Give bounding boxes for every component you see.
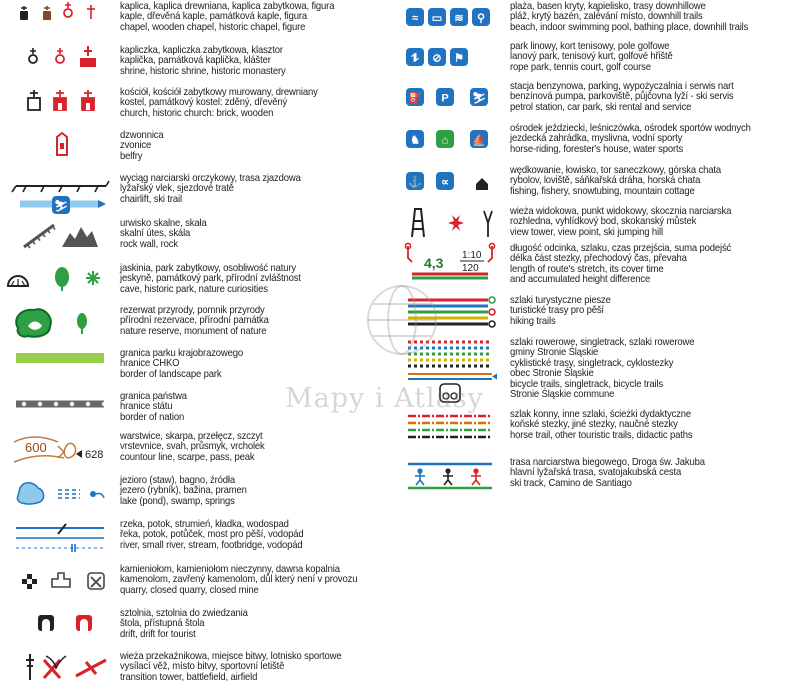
legend-text-line: border of landscape park [120,368,222,380]
churches-symbol-svg [0,88,118,128]
svg-text:♞: ♞ [410,134,420,147]
legend-text-line: hranice státu [120,401,173,413]
legend-text-line: kaplička, památková kaplička, klášter [120,55,271,67]
airfield-icon [76,660,106,676]
petrol-description [510,82,734,113]
legend-text-line: štola, přístupná štola [120,618,205,630]
chapels-symbol [0,2,118,42]
view-tower-description [510,207,731,238]
legend-text-line: belfry [120,150,143,162]
legend-text-line: fishing, fishery, snowtubing, mountain cottage [510,185,695,197]
shrines-symbol-svg [0,46,118,86]
nature-reserve-description [120,306,269,337]
beach-symbol [406,2,502,38]
churches-symbol [0,88,118,128]
lake-symbol-svg [0,476,118,516]
hiking-description [510,296,611,327]
legend-text-line: rybolov, loviště, sáňkařská dráha, horská chata [510,175,701,187]
rope-park-symbol [406,42,502,78]
legend-text-line: stacja benzynowa, parking, wypożyczalnia i serwis nart [510,81,734,92]
route-length-label: 4,3 [424,255,444,271]
monument-of-nature-icon [77,313,87,329]
caves-symbol-svg [0,264,118,304]
legend-text-line: chairlift, ski trail [120,193,182,205]
legend-text-line: jeskyně, památkový park, přírodní zvláštnost [120,273,301,285]
lake-symbol [0,476,118,516]
route-height-label: 120 [462,263,479,274]
svg-text:≈: ≈ [411,12,419,25]
view-tower-symbol-svg [406,207,502,241]
legend-text-line: vysílací věž, místo bitvy, sportovní letiště [120,661,285,673]
svg-text:⛽: ⛽ [408,92,422,105]
legend-text-line: ośrodek jeździecki, leśniczówka, ośrodek sportów wodnych [510,123,751,134]
ski-track-symbol [406,458,502,498]
legend-text-line: border of nation [120,411,185,423]
legend-text-line: obec Stronie Śląskie [510,368,594,380]
quarry-icon-3 [27,584,32,589]
quarry-description [120,565,357,596]
river-symbol-svg [0,520,118,562]
legend-text-line: lanový park, tenisový kurt, golfové hřiště [510,51,673,63]
drift-symbol-svg [0,609,118,649]
nature-curiosity-icon [86,271,100,285]
legend-text-line: hiking trails [510,315,556,327]
view-point-icon [448,215,464,231]
legend-text-line: wyciąg narciarski orczykowy, trasa zjazdowa [120,173,301,184]
horse-symbol [406,124,502,160]
horse-trail-symbol-svg [406,410,502,454]
svg-text:▭: ▭ [431,12,443,25]
legend-text-line: petrol station, car park, ski rental and service [510,101,692,113]
landscape-park-symbol-svg [0,349,118,383]
caves-symbol [0,264,118,304]
legend-text-line: pláž, krytý bazén, zalévání místo, downhill trails [510,11,703,23]
watermark-text: Mapy i Atlasy [285,383,484,414]
legend-text-line: skalní útes, skála [120,228,191,240]
border-description [120,392,187,423]
legend-text-line: rozhledna, vyhlídkový bod, skokanský můstek [510,216,697,228]
petrol-symbol [406,82,502,118]
legend-text-line: jezioro (staw), bagno, źródła [120,475,235,486]
churches-description [120,88,318,119]
svg-text:⚲: ⚲ [476,12,486,25]
legend-text-line: kapliczka, kapliczka zabytkowa, klasztor [120,45,283,56]
legend-text-line: chapel, wooden chapel, historic chapel, figure [120,21,306,33]
battlefield-icon [44,660,60,678]
chapels-symbol-svg [0,2,118,42]
svg-text:⛷: ⛷ [472,92,486,105]
river-symbol [0,520,118,562]
legend-text-line: cave, historic park, nature curiosities [120,283,268,295]
tower-symbol-svg [0,652,118,692]
historic-chapel-icon [64,9,72,17]
legend-text-line: wieża widokowa, punkt widokowy, skocznia narciarska [510,206,732,217]
landscape-park-symbol [0,349,118,383]
church-icon [28,98,40,110]
lake-description [120,476,247,507]
legend-text-line: szlak konny, inne szlaki, ścieżki dydaktyczne [510,409,692,420]
route-time-label: 1:10 [462,250,482,261]
legend-text-line: benzínová pumpa, parkoviště, půjčovna lyží - ski servis [510,91,734,103]
legend-text-line: granica parku krajobrazowego [120,348,244,359]
chapel-icon [43,11,51,20]
lake-icon [17,483,43,504]
shrine-icon [29,55,37,63]
legend-text-line: szlaki turystyczne piesze [510,295,611,306]
legend-text-line: kaple, dřevěná kaple, památková kaple, figura [120,11,308,23]
route-length-description [510,244,731,286]
legend-text-line: park linowy, kort tenisowy, pole golfowe [510,41,670,52]
tower-symbol [0,652,118,692]
legend-text-line: kamieniołom, kamieniołom nieczynny, dawna kopalnia [120,564,340,575]
svg-text:⊘: ⊘ [432,52,442,65]
legend-text-line: rezerwat przyrody, pomnik przyrody [120,305,265,316]
beach-description [510,2,748,33]
legend-text-line: cyklistické trasy, singletrack, cyklostezky [510,357,674,369]
rock-wall-symbol [0,219,118,259]
historic-shrine-icon [56,55,64,63]
legend-text-line: kaplica, kaplica drewniana, kaplica zabytkowa, figura [120,1,335,12]
legend-text-line: délka část stezky, přechodový čas, převaha [510,253,687,265]
ski-track-symbol-svg [406,458,502,498]
legend-text-line: length of route's stretch, its cover time [510,263,664,275]
legend-text-line: quarry, closed quarry, closed mine [120,584,259,596]
beach-symbol-svg [406,2,502,38]
legend-text-line: vrstevnice, svah, průsmyk, vrcholek [120,441,265,453]
legend-text-line: rope park, tennis court, golf course [510,61,651,73]
pass-icon [58,446,64,458]
cross-country-icon [445,468,450,473]
legend-text-line: zvonice [120,140,152,152]
ski-lift-symbol [0,174,118,216]
nature-reserve-symbol [0,306,118,346]
legend-text-line: kostel, památkový kostel: zděný, dřevěný [120,97,288,109]
quarry-symbol-svg [0,565,118,605]
legend-text-line: kościół, kościół zabytkowy murowany, drewniany [120,87,318,98]
closed-quarry-icon [52,573,70,587]
tower-description [120,652,341,683]
view-tower-symbol [406,207,502,241]
legend-text-line: jaskinia, park zabytkowy, osobliwość natury [120,263,297,274]
legend-text-line: gminy Stronie Śląskie [510,347,599,359]
camino-icon [473,468,478,473]
legend-text-line: and accumulated height difference [510,274,651,286]
rock-wall-description [120,219,207,250]
legend-text-line: bicycle trails, singletrack, bicycle trails [510,378,664,390]
horse-trail-symbol [406,410,502,454]
shrines-description [120,46,286,77]
quarry-symbol [0,565,118,605]
svg-text:⚓: ⚓ [408,176,422,189]
globe-watermark-icon [362,280,442,360]
legend-text-line: river, small river, stream, footbridge, vodopád [120,539,303,551]
shrines-symbol [0,46,118,86]
legend-text-line: horse-riding, forester's house, water sports [510,143,684,155]
svg-text:≋: ≋ [454,12,464,25]
peak-icon [76,450,82,458]
historic-park-icon [55,267,69,287]
legend-text-line: wieża przekaźnikowa, miejsce bitwy, lotnisko sportowe [120,651,342,662]
legend-text-line: szlaki rowerowe, singletrack, szlaki rowerowe [510,337,695,348]
legend-text-line: shrine, historic shrine, historic monastery [120,65,286,77]
contour-label-628: 628 [85,449,104,461]
contour-symbol-svg [0,432,118,472]
legend-text-line: řeka, potok, potůček, most pro pěší, vodopád [120,529,304,541]
svg-text:⛵: ⛵ [472,134,486,147]
svg-text:∝: ∝ [441,176,449,189]
legend-text-line: sztolnia, sztolnia do zwiedzania [120,608,248,619]
legend-text-line: lyžařský vlek, sjezdové tratě [120,183,234,195]
ski-track-description [510,458,705,489]
legend-text-line: długość odcinka, szlaku, czas przejścia, suma podejść [510,243,732,254]
legend-text-line: lake (pond), swamp, springs [120,495,235,507]
belfry-symbol-svg [0,131,118,171]
caves-description [120,264,301,295]
legend-text-line: jezdecká zahrádka, myslivna, vodní sporty [510,133,683,145]
legend-text-line: turistické trasy pro pěší [510,305,604,317]
legend-text-line: jezero (rybník), bažina, pramen [120,485,247,497]
fishing-description [510,166,721,197]
transmission-tower-icon [26,654,34,680]
legend-text-line: Stronie Śląskie commune [510,389,615,401]
rope-park-description [510,42,673,73]
chapels-description [120,2,334,33]
legend-text-line: plaża, basen kryty, kąpielisko, trasy downhillowe [510,1,706,12]
spring-icon [90,491,96,497]
petrol-symbol-svg [406,82,502,118]
svg-text:⌂: ⌂ [441,134,449,147]
legend-text-line: přírodní rezervace, přírodní památka [120,315,269,327]
nature-reserve-symbol-svg [0,306,118,346]
drift-symbol [0,609,118,649]
fishing-symbol [406,166,502,202]
landscape-park-description [120,349,243,380]
waterfall-icon [72,544,75,552]
legend-text-line: church, historic church: brick, wooden [120,107,274,119]
legend-text-line: kamenolom, zavřený kamenolom, důl který není v provozu [120,574,358,586]
legend-text-line: urwisko skalne, skała [120,218,207,229]
legend-text-line: rzeka, potok, strumień, kładka, wodospad [120,519,289,530]
legend-text-line: ski track, Camino de Santiago [510,477,632,489]
legend-text-line: horse trail, other touristic trails, didactic paths [510,429,693,441]
ski-jump-icon [484,211,492,237]
wooden-chapel-icon [20,11,28,20]
trail-start-icon [489,297,495,303]
svg-text:⛷: ⛷ [54,200,68,213]
rock-icon [62,227,98,247]
legend-text-line: trasa narciarstwa biegowego, Droga św. Jakuba [510,457,705,468]
legend-text-line: granica państwa [120,391,187,402]
quarry-icon-1 [27,574,32,579]
contour-description [120,432,265,463]
ski-lift-symbol-svg [0,174,118,216]
legend-text-line: transition tower, battlefield, airfield [120,671,258,683]
legend-text-line: countour line, scarpe, pass, peak [120,451,255,463]
fishing-symbol-svg [406,166,502,202]
rock-wall-symbol-svg [0,219,118,259]
horse-description [510,124,751,155]
quarry-icon-2 [32,579,37,584]
legend-text-line: beach, indoor swimming pool, bathing place, downhill trails [510,21,749,33]
ski-lift-description [120,174,301,205]
border-symbol [0,392,118,428]
svg-text:⚑: ⚑ [454,52,464,65]
drift-description [120,609,248,640]
svg-text:P: P [441,92,449,105]
river-description [120,520,303,551]
legend-text-line: hlavní lyžařská trasa, svatojakubská cesta [510,467,682,479]
view-tower-icon [412,209,424,237]
legend-text-line: rock wall, rock [120,238,178,250]
rope-park-symbol-svg [406,42,502,78]
legend-text-line: dzwonnica [120,130,164,141]
ski-track-icon [417,468,422,473]
legend-text-line: view tower, view point, ski jumping hill [510,226,663,238]
horse-symbol-svg [406,124,502,160]
quarry-icon-0 [22,579,27,584]
landscape-park-border-line [16,353,104,363]
bike-description [510,338,694,400]
contour-label-600: 600 [25,440,47,455]
monastery-icon [80,58,96,67]
border-symbol-svg [0,392,118,428]
rock-wall-icon [24,225,54,247]
contour-symbol [0,432,118,472]
legend-text-line: nature reserve, monument of nature [120,325,267,337]
legend-text-line: koňské stezky, jiné stezky, naučné stezky [510,419,678,431]
legend-text-line: hranice CHKO [120,358,180,370]
belfry-symbol [0,131,118,171]
belfry-description [120,131,164,162]
legend-text-line: warstwice, skarpa, przełęcz, szczyt [120,431,263,442]
svg-text:⥮: ⥮ [411,52,419,65]
horse-trail-description [510,410,692,441]
mountain-cottage-icon [476,178,488,190]
legend-text-line: wędkowanie, łowisko, tor saneczkowy, górska chata [510,165,722,176]
legend-text-line: drift, drift for tourist [120,628,196,640]
